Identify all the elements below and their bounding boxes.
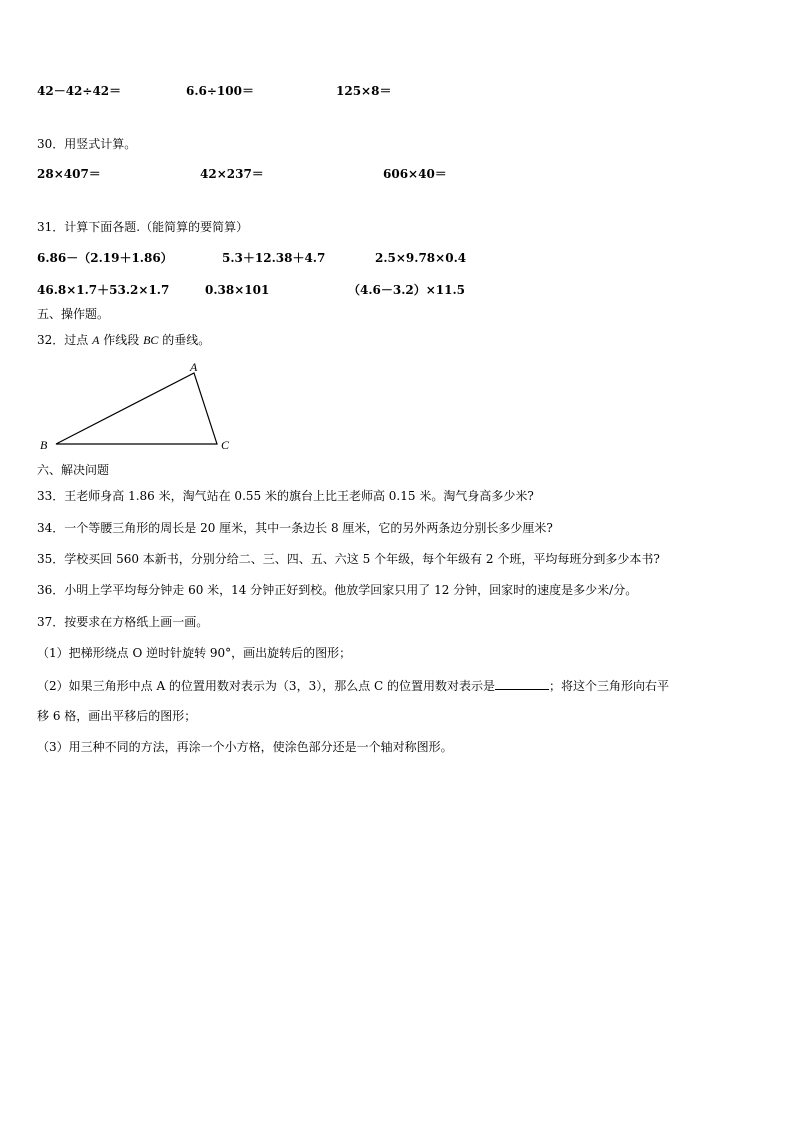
q32-mid: 作线段 (99, 333, 144, 347)
q36: 36．小明上学平均每分钟走 60 米，14 分钟正好到校。他放学回家只用了 12 分钟，回家时的速度是多少米/分。 (37, 583, 638, 597)
q30-b: 42×237＝ (200, 167, 264, 181)
q32-text (37, 332, 210, 348)
section-5-heading: 五、操作题。 (37, 307, 110, 321)
q37-part2-b: ；将这个三角形向右平 (549, 679, 670, 693)
q37-title: 37．按要求在方格纸上画一画。 (37, 615, 209, 629)
q33: 33．王老师身高 1.86 米，淘气站在 0.55 米的旗台上比王老师高 0.15 米。淘气身高多少米? (37, 489, 534, 503)
q32-segment: BC (143, 333, 159, 347)
q37-part2-a: （2）如果三角形中点 A 的位置用数对表示为（3，3），那么点 C 的位置用数对表示是 (37, 679, 496, 693)
label-b: B (40, 438, 48, 452)
label-c: C (221, 438, 230, 452)
calc-3: 125×8＝ (336, 84, 392, 98)
q31-r2-b: 0.38×101 (205, 283, 270, 297)
answer-blank[interactable] (495, 677, 549, 690)
q37-part2 (37, 677, 669, 694)
q31-r2-c: （4.6－3.2）×11.5 (348, 283, 466, 297)
q34: 34．一个等腰三角形的周长是 20 厘米，其中一条边长 8 厘米，它的另外两条边分别长多少厘米? (37, 521, 553, 535)
label-a: A (190, 360, 198, 374)
q37-part3: （3）用三种不同的方法，再涂一个小方格，使涂色部分还是一个轴对称图形。 (37, 740, 453, 754)
q31-title: 31．计算下面各题.（能简算的要简算） (37, 220, 249, 234)
q35: 35．学校买回 560 本新书，分别分给二、三、四、五、六这 5 个年级，每个年级有 2 个班，平均每班分到多少本书? (37, 552, 660, 566)
section-6-heading: 六、解决问题 (37, 463, 110, 477)
triangle-abc-diagram (30, 355, 250, 455)
q31-r2-a: 46.8×1.7＋53.2×1.7 (37, 283, 170, 297)
q37-part2-cont: 移 6 格，画出平移后的图形； (37, 709, 197, 723)
q31-r1-a: 6.86－（2.19＋1.86） (37, 251, 173, 265)
triangle-abc (56, 373, 217, 444)
calc-2: 6.6÷100＝ (186, 84, 254, 98)
q32-pre: 32．过点 (37, 333, 93, 347)
q32-point: A (92, 333, 100, 347)
q31-r1-b: 5.3＋12.38＋4.7 (222, 251, 326, 265)
q37-part1: （1）把梯形绕点 O 逆时针旋转 90°，画出旋转后的图形； (37, 646, 352, 660)
q30-title: 30．用竖式计算。 (37, 137, 137, 151)
q30-c: 606×40＝ (383, 167, 447, 181)
q30-a: 28×407＝ (37, 167, 101, 181)
calc-1: 42－42÷42＝ (37, 84, 122, 98)
q31-r1-c: 2.5×9.78×0.4 (375, 251, 467, 265)
q32-post: 的垂线。 (158, 333, 211, 347)
